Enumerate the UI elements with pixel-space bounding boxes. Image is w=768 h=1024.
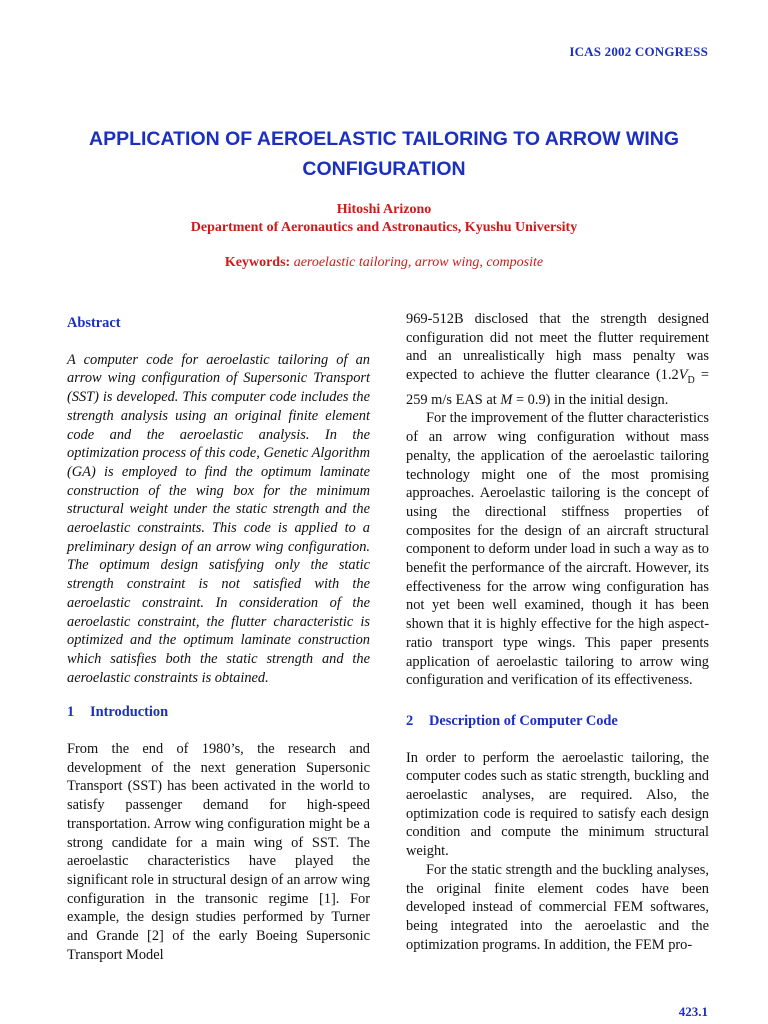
- paper-title: APPLICATION OF AEROELASTIC TAILORING TO ARROW WING CONFIGURATION: [88, 128, 680, 180]
- velocity-symbol: V: [678, 367, 688, 384]
- intro-continued-text-b: = 259 m/s EAS at: [406, 367, 710, 408]
- intro-continued-text-a: 969-512B disclosed that the strength designed configuration did not meet the flutter requirement and an unrealistically high mass penalty was expected to achieve the flutter clearance (1.2: [406, 311, 709, 384]
- intro-paragraph-2: For the improvement of the flutter characteristics of an arrow wing configuration without mass penalty, the application of the aeroelastic tailoring technology might one of the most promising approaches. Aeroelastic tailoring is the concept of using the directional stiffness properties of composites for the design of an aircraft structural component to deform under load in such a way as to benefit the performance of the aircraft. However, its effectiveness for the arrow wing configuration has not yet been well examined, though it has been shown that it is highly effective for the high aspect-ratio transport type wings. This paper presents application of aeroelastic tailoring to arrow wing configuration and verification of its effectiveness.: [406, 410, 709, 689]
- section-1-heading: [67, 703, 370, 722]
- left-column: [67, 310, 370, 965]
- abstract-text: A computer code for aeroelastic tailoring of an arrow wing configuration of Supersonic Transport (SST) is developed. This computer code includes the strength analysis using an original finite element code and the aeroelastic analysis. In the optimization process of this code, Genetic Algorithm (GA) is employed to find the optimum laminate construction of the wing box for the minimum structural weight under the static strength and the aeroelastic constraints. This code is applied to a preliminary design of an arrow wing configuration. The optimum design satisfying only the static strength constraint is not satisfied with the aeroelastic constraint. In consideration of the aeroelastic constraint, the flutter characteristic is optimized and the optimum laminate construction which satisfies both the static strength and the aeroelastic constraints is obtained.: [67, 351, 370, 686]
- keywords-list: aeroelastic tailoring, arrow wing, composite: [293, 255, 544, 270]
- author-affiliation: Department of Aeronautics and Astronautics, Kyushu University: [190, 220, 578, 235]
- author-name: Hitoshi Arizono: [336, 202, 432, 217]
- section-2-number: 2: [406, 712, 414, 729]
- section-2-paragraph-2: For the static strength and the buckling analyses, the original finite element codes have been developed instead of commercial FEM softwares, being integrated into the aeroelastic and the optimization programs. In addition, the FEM pro-: [406, 861, 709, 953]
- page-number: 423.1: [678, 1004, 708, 1019]
- intro-continued-text-c: = 0.9) in the initial design.: [512, 391, 669, 408]
- keywords-label: Keywords:: [224, 255, 291, 270]
- velocity-subscript: D: [687, 374, 695, 386]
- section-2-heading: [406, 712, 709, 731]
- section-1-text: From the end of 1980’s, the research and development of the next generation Supersonic Transport (SST) has been activated in the world to satisfy passenger demand for high-speed transportation. Arrow wing configuration might be a strong candidate for a main wing of SST. The aeroelastic characteristics have played the significant role in structural design of an arrow wing configuration in the transonic regime [1]. For example, the design studies performed by Turner and Grande [2] of the early Boeing Supersonic Transport Model: [67, 741, 370, 963]
- right-column: [406, 310, 709, 954]
- keywords-line: [0, 255, 768, 271]
- section-2-paragraph-1: In order to perform the aeroelastic tailoring, the computer codes such as static strength, buckling and aeroelastic analyses, are required. Also, the optimization code is required to satisfy each design condition and compute the minimum structural weight.: [406, 749, 709, 860]
- mach-symbol: M: [500, 391, 513, 408]
- intro-continued-paragraph: [406, 310, 709, 409]
- abstract-heading: Abstract: [67, 315, 121, 331]
- section-2-title: Description of Computer Code: [429, 712, 618, 729]
- section-1-number: 1: [67, 704, 75, 721]
- section-1-title: Introduction: [90, 704, 169, 721]
- conference-header: ICAS 2002 CONGRESS: [569, 44, 708, 59]
